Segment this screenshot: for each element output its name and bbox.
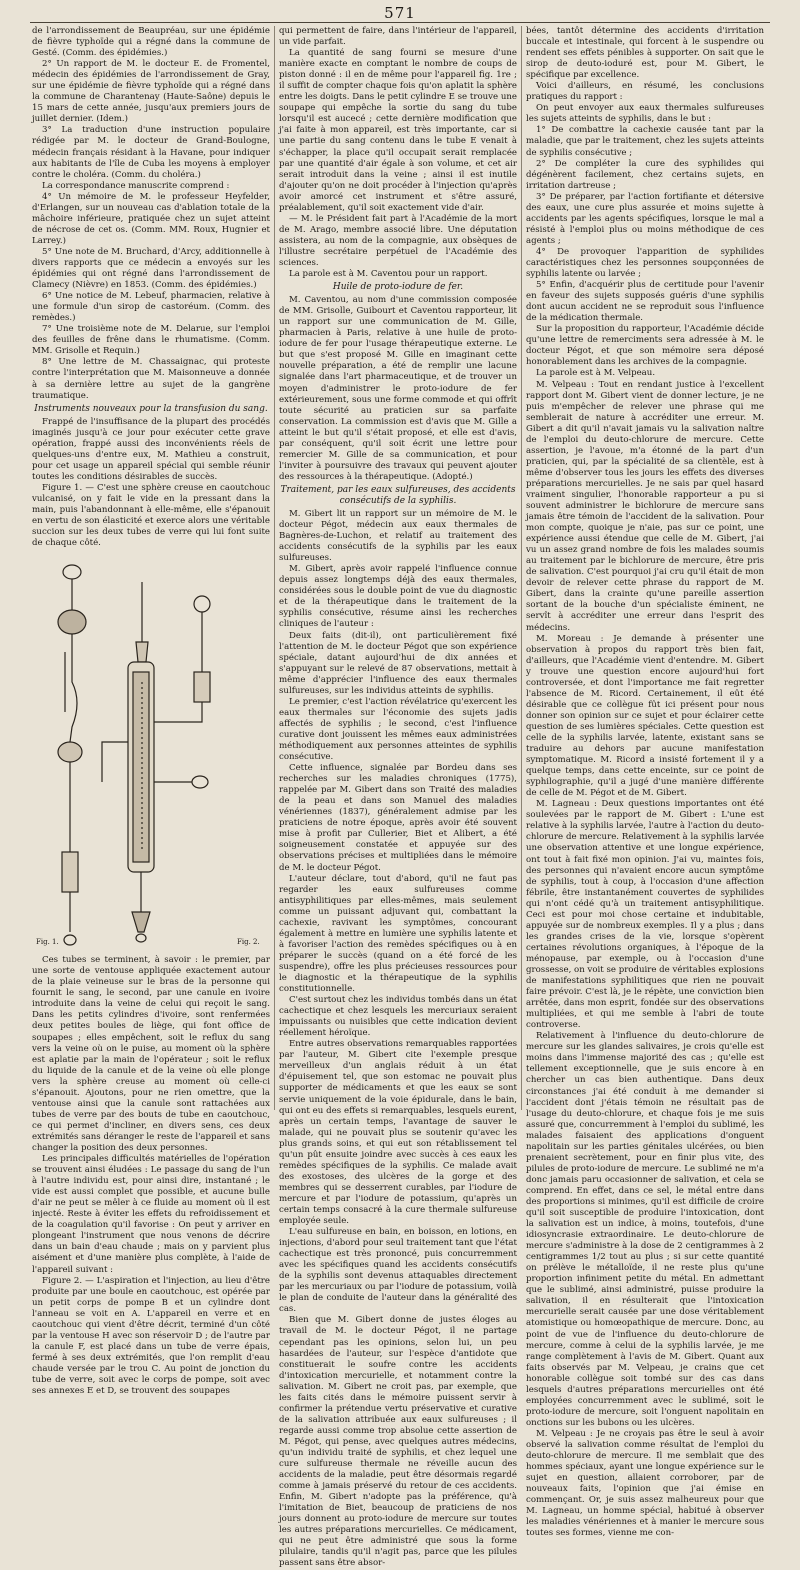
paragraph: de l'arrondissement de Beaupréau, sur une épidémie de fièvre typhoïde qui a régné dans la commune de Gesté. (Comm. des épidémies.) <box>32 26 270 59</box>
paragraph: La correspondance manuscrite comprend : <box>42 180 230 191</box>
column-divider-1 <box>274 26 275 1110</box>
paragraph: M. Moreau : Je demande à présenter une observation à propos du rapport très bien fait, d'ailleurs, que l'Académie vient d'entendre. M. Gibert y trouve une question encore aujourd'hui fort controversée, et dont l'importance me fait regretter l'absence de M. Ricord. Certainement, il eût été désirable que ce collègue fût ici présent pour nous donner son opinion sur ce sujet et pour éclairer cette question de ses lumières spéciales. Cette question est celle de la syphilis larvée, latente, existant sans se traduire au dehors par aucune manifestation symptomatique. M. Ricord a insisté fortement il y a quelque temps, dans cette enceinte, sur ce point de syphilographie, qu'il a jugé d'une manière différente de celle de M. Pégot et de M. Gibert. <box>526 633 764 799</box>
section-heading: Huile de proto-iodure de fer. <box>332 282 464 293</box>
transfusion-apparatus-drawing <box>32 552 270 952</box>
header-rule <box>30 22 770 23</box>
paragraph: 5° Une note de M. Bruchard, d'Arcy, additionnelle à divers rapports que ce médecin a envoyés sur les épidémies qui ont régné dans l'arrondissement de Clamecy (Nièvre) en 1853. (Comm. des épidémies.) <box>32 246 270 291</box>
paragraph: 5° Enfin, d'acquérir plus de certitude pour l'avenir en faveur des sujets supposés guéris d'une syphilis dont aucun accident ne se reproduit sous l'influence de la médication thermale. <box>526 280 764 324</box>
paragraph: Le premier, c'est l'action révélatrice qu'exercent les eaux thermales sur l'économie des sujets jadis affectés de syphilis ; le second, c'est l'influence curative dont jouissent les mêmes eaux administrées méthodiquement aux personnes atteintes de syphilis consécutive. <box>279 696 517 763</box>
paragraph: L'eau sulfureuse en bain, en boisson, en lotions, en injections, d'abord pour seul traitement tant que l'état cachectique est très prononcé, puis concurremment avec les spécifiques quand les accidents consécutifs de la syphilis sont devenus attaquables directement par les mercuriaux ou par l'iodure de potassium, voilà le plan de conduite de l'auteur dans la généralité des cas. <box>279 1227 517 1315</box>
paragraph: On peut envoyer aux eaux thermales sulfureuses les sujets atteints de syphilis, dans le but : <box>526 103 764 125</box>
paragraph: Ces tubes se terminent, à savoir : le premier, par une sorte de ventouse appliquée exactement autour de la plaie veineuse sur le bras de la personne qui fournit le sang, le second, par une canule en ivoire introduite dans la veine de celui qui reçoit le sang. Dans les petits cylindres d'ivoire, sont renfermées deux petites boules de liège, qui font office de soupapes ; elles empêchent, soit le reflux du sang vers la veine où on le puise, au moment où la sphère est aplatie par la main de l'opérateur ; soit le reflux du liquide de la canule et de la veine où elle plonge vers la sphère creuse au moment où celle-ci s'épanouit. Ajoutons, pour ne rien omettre, que la ventouse ainsi que la canule sont rattachées aux tubes de verre par des bouts de tube en caoutchouc, ce qui permet d'incliner, en divers sens, ces deux extrémités sans déranger le reste de l'appareil et sans changer la position des deux personnes. <box>32 955 270 1153</box>
paragraph: La parole est à M. Caventou pour un rapport. <box>289 269 488 280</box>
paragraph: Figure 2. — L'aspiration et l'injection, au lieu d'être produite par une boule en caoutchouc, est opérée par un petit corps de pompe B et un cylindre dont l'anneau se voit en A. L'appareil en verre et en caoutchouc qui vient d'être décrit, terminé d'un côté par la ventouse H avec son réservoir D ; de l'autre par la canule F, est placé dans un tube de verre épais, fermé à ses deux extrémités, que l'on remplit d'eau chaude versée par le trou C. Au point de jonction du tube de verre, soit avec le corps de pompe, soit avec ses annexes E et D, se trouvent des soupapes <box>32 1275 270 1397</box>
paragraph: Entre autres observations remarquables rapportées par l'auteur, M. Gibert cite l'exemple presque merveilleux d'un anglais réduit à un état d'épuisement tel, que son estomac ne pouvait plus supporter de médicaments et que les eaux se sont servie uniquement de la voie épidurale, dans le bain, qui ont eu des effets si remarquables, lesquels eurent, après un certain temps, l'avantage de sauver le malade, qui ne pouvait plus se soutenir qu'avec les plus grands soins, et qui eut son rétablissement tel qu'un pût ensuite joindre avec succès à ces eaux les remèdes spécifiques de la syphilis. Ce malade avait des exostoses, des ulcères de la gorge et des membres qui se desserrent curables, par l'iodure de mercure et par l'iodure de potassium, qu'après un certain temps consacré à la cure thermale sulfureuse employée seule. <box>279 1039 517 1227</box>
paragraph: M. Gibert lit un rapport sur un mémoire de M. le docteur Pégot, médecin aux eaux thermales de Bagnères-de-Luchon, et relatif au traitement des accidents consécutifs de la syphilis par les eaux sulfureuses. <box>279 509 517 564</box>
paragraph: — M. le Président fait part à l'Académie de la mort de M. Arago, membre associé libre. Une députation assistera, au nom de la compagnie, aux obsèques de l'illustre secrétaire perpétuel de l'Académie des sciences. <box>279 213 517 268</box>
paragraph: M. Caventou, au nom d'une commission composée de MM. Grisolle, Guibourt et Caventou rapporteur, lit un rapport sur une communication de M. Gille, pharmacien à Paris, relative à une huile de proto-iodure de fer pour l'usage thérapeutique externe. Le but que s'est proposé M. Gille en imaginant cette nouvelle préparation, a été de remplir une lacune signalée dans l'art pharmaceutique, et de trouver un moyen d'administrer le proto-iodure de fer extérieurement, sous une forme commode et qui offrît toute sécurité au praticien sur sa parfaite conservation. La commission est d'avis que M. Gille a atteint le but qu'il s'était proposé, et elle est d'avis, par conséquent, qu'il soit écrit une lettre pour remercier M. Gille de sa communication, et pour l'inviter à poursuivre des travaux qui peuvent ajouter des ressources à la thérapeutique. (Adopté.) <box>279 295 517 482</box>
paragraph: 2° Un rapport de M. le docteur E. de Fromentel, médecin des épidémies de l'arrondissement de Gray, sur une épidémie de fièvre typhoïde qui a régné dans la commune de Charantenay (Haute-Saône) depuis le 15 mars de cette année, jusqu'aux premiers jours de juillet dernier. (Idem.) <box>32 59 270 125</box>
paragraph: Bien que M. Gibert donne de justes éloges au travail de M. le docteur Pégot, il ne partage cependant pas les opinions, selon lui, un peu hasardées de l'auteur, sur l'espèce d'antidote que constituerait le soufre contre les accidents d'intoxication mercurielle, et notamment contre la salivation. M. Gibert ne croit pas, par exemple, que les faits cités dans le mémoire puissent servir à confirmer la prétendue vertu préservative et curative de la salivation attribuée aux eaux sulfureuses ; il regarde aussi comme trop absolue cette assertion de M. Pégot, qui pense, avec quelques autres médecins, qu'un individu traité de syphilis, et chez lequel une cure sulfureuse thermale ne réveille aucun des accidents de la maladie, peut être désormais regardé comme à jamais préservé du retour de ces accidents. Enfin, M. Gibert n'adopte pas la préférence, qu'à l'imitation de Biet, beaucoup de praticiens de nos jours donnent au proto-iodure de mercure sur toutes les autres préparations mercurielles. Ce médicament, qui ne peut être administré que sous la forme pilulaire, tandis qu'il n'agit pas, parce que les pilules passent sans être absor- <box>279 1315 517 1569</box>
column-3 <box>526 26 764 1539</box>
paragraph: 7° Une troisième note de M. Delarue, sur l'emploi des feuilles de frêne dans le rhumatisme. (Comm. MM. Grisolle et Requin.) <box>32 324 270 357</box>
paragraph: 6° Une notice de M. Lebeuf, pharmacien, relative à une formule d'un sirop de castoréum. (Comm. des remèdes.) <box>32 291 270 324</box>
paragraph: M. Lagneau : Deux questions importantes ont été soulevées par le rapport de M. Gibert : L'une est relative à la syphilis larvée, l'autre à l'action du deuto-chlorure de mercure. Relativement à la syphilis larvée une observation attentive et une longue expérience, ont tout à fait fixé mon opinion. J'ai vu, maintes fois, des personnes qui n'avaient encore aucun symptôme de syphilis, tout à coup, à l'occasion d'une affection fébrile, être instantanément couvertes de syphilides qui n'ont cédé qu'à un traitement antisyphilitique. Ceci est pour moi chose certaine et indubitable, appuyée sur de nombreux exemples. Il y a plus ; dans les grandes crises de la vie, lorsque s'opèrent certaines révolutions organiques, à l'époque de la ménopause, par exemple, ou à l'occasion d'une grossesse, on voit se produire de véritables explosions de manifestations syphilitiques que rien ne pouvait faire prévoir. C'est là, je le répète, une conviction bien arrêtée, dans mon esprit, fondée sur des observations multipliées, et qui me semble à l'abri de toute controverse. <box>526 799 764 1031</box>
paragraph: Relativement à l'influence du deuto-chlorure de mercure sur les glandes salivaires, je crois qu'elle est moins dans l'immense majorité des cas ; qu'elle est tellement exceptionnelle, que je suis encore à en chercher un cas bien authentique. Dans deux circonstances j'ai été conduit à me demander si l'accident dont j'étais témoin ne résultait pas de l'usage du deuto-chlorure, et chaque fois je me suis assuré que, concurremment à l'emploi du sublimé, les malades faisaient des applications d'onguent napolitain sur les parties génitales ulcérées, ou bien prenaient secrètement, pour en finir plus vite, des pilules de proto-iodure de mercure. Le sublimé ne m'a donc jamais paru occasionner de salivation, et cela se comprend. En effet, dans ce sel, le métal entre dans des proportions si minimes, qu'il est difficile de croire qu'il soit susceptible de produire l'intoxication, dont la salivation est un indice, à moins, toutefois, d'une idiosyncrasie extraordinaire. Le deuto-chlorure de mercure s'administre à la dose de 2 centigrammes à 2 centigrammes 1/2 tout au plus ; si sur cette quantité on prélève le métalloïde, il ne reste plus qu'une proportion infiniment petite du métal. En admettant que le sublimé, ainsi administré, puisse produire la salivation, il en résulterait que l'intoxication mercurielle serait causée par une dose véritablement atomistique ou homœopathique de mercure. Donc, au point de vue de l'influence du deuto-chlorure de mercure, comme à celui de la syphilis larvée, je me range complètement à l'avis de M. Gibert. Quant aux faits observés par M. Velpeau, je crains que cet honorable collègue soit tombé sur des cas dans lesquels d'autres préparations mercurielles ont été employées concurremment avec le sublimé, soit le proto-iodure de mercure, soit l'onguent napolitain en onctions sur les bubons ou les ulcères. <box>526 1031 764 1428</box>
paragraph: 4° Un mémoire de M. le professeur Heyfelder, d'Erlangen, sur un nouveau cas d'ablation totale de la mâchoire inférieure, pratiquée chez un sujet atteint de nécrose de cet os. (Comm. MM. Roux, Hugnier et Larrey.) <box>32 191 270 246</box>
paragraph: La parole est à M. Velpeau. <box>536 368 656 379</box>
column-1 <box>32 26 270 1397</box>
paragraph: Figure 1. — C'est une sphère creuse en caoutchouc vulcanisé, on y fait le vide en la pressant dans la main, puis l'abandonnant à elle-même, elle s'épanouit en vertu de son élasticité et exerce alors une véritable succion sur les deux tubes de verre qui lui font suite de chaque côté. <box>32 482 270 549</box>
column-divider-2 <box>521 26 522 1110</box>
paragraph: La quantité de sang fourni se mesure d'une manière exacte en comptant le nombre de coups de piston donné : il en de même pour l'appareil fig. 1re ; il suffit de compter chaque fois qu'on aplatit la sphère entre les doigts. Dans le petit cylindre E se trouve une soupape qui empêche la sortie du sang du tube lorsqu'il est aucecé ; cette dernière modification que j'ai faite à mon appareil, est très importante, car si une partie du sang contenu dans le tube E venait à s'échapper, la place qu'il occupait serait remplacée par une quantité d'air égale à son volume, et cet air serait introduit dans la veine ; ainsi il est inutile d'ajouter qu'on ne doit procéder à l'injection qu'après avoir amorcé cet instrument et s'être assuré, préalablement, qu'il soit exactement vide d'air. <box>279 48 517 213</box>
paragraph: M. Velpeau : Je ne croyais pas être le seul à avoir observé la salivation comme résultat de l'emploi du deuto-chlorure de mercure. Il me semblait que des hommes spéciaux, ayant une longue expérience sur le sujet en question, allaient corroborer, par de nouveaux faits, l'opinion que j'ai émise en commençant. Or, je suis assez malheureux pour que M. Lagneau, un homme spécial, habitué à observer les maladies vénériennes et à manier le mercure sous toutes ses formes, vienne me con- <box>526 1428 764 1539</box>
paragraph: 8° Une lettre de M. Chassaignac, qui proteste contre l'interprétation que M. Maisonneuve a donnée à sa dernière lettre au sujet de la gangrène traumatique. <box>32 357 270 401</box>
paragraph: Deux faits (dit-il), ont particulièrement fixé l'attention de M. le docteur Pégot que son expérience spéciale, datant aujourd'hui de dix années et s'appuyant sur le relevé de 87 observations, mettait à même d'apprécier l'influence des eaux thermales sulfureuses, sur les individus atteints de syphilis. <box>279 630 517 696</box>
figure-2-label: Fig. 2. <box>237 938 260 947</box>
paragraph: M. Velpeau : Tout en rendant justice à l'excellent rapport dont M. Gibert vient de donner lecture, je ne puis m'empêcher de relever une phrase qui me semblerait de nature à accréditer une erreur. M. Gibert a dit qu'il n'avait jamais vu la salivation naître de l'emploi du deuto-chlorure de mercure. Cette assertion, je l'avoue, m'a étonné de la part d'un praticien, qui, par la spécialité de sa clientèle, est à même d'observer tous les jours les effets des diverses préparations mercurielles. Je ne sais par quel hasard vraiment singulier, l'honorable rapporteur a pu si souvent administrer le bichlorure de mercure sans jamais être témoin de l'accident de la salivation. Pour mon compte, quoique je n'aie, pas sur ce point, une expérience aussi étendue que celle de M. Gibert, j'ai vu un assez grand nombre de fois les malades soumis au traitement par le bichlorure de mercure, être pris de salivation. C'est pourquoi j'ai cru qu'il était de mon devoir de relever cette phrase du rapport de M. Gibert, dans la crainte qu'une pareille assertion sortant de la bouche d'un spécialiste éminent, ne servît à accréditer une erreur dans l'esprit des médecins. <box>526 379 764 633</box>
paragraph: qui permettent de faire, dans l'intérieur de l'appareil, un vide parfait. <box>279 26 517 48</box>
paragraph: 3° La traduction d'une instruction populaire rédigée par M. le docteur de Grand-Boulogne, médecin français résidant à la Havane, pour indiquer aux habitants de l'île de Cuba les moyens à employer contre le choléra. (Comm. du choléra.) <box>32 125 270 180</box>
paragraph: bées, tantôt détermine des accidents d'irritation buccale et intestinale, qui forcent à le suspendre ou rendent ses effets pénibles à supporter. On sait que le sirop de deuto-ioduré est, pour M. Gibert, le spécifique par excellence. <box>526 26 764 81</box>
paragraph: 2° De compléter la cure des syphilides qui dégénèrent facilement, chez certains sujets, en irritation dartreuse ; <box>526 158 764 191</box>
paragraph: C'est surtout chez les individus tombés dans un état cachectique et chez lesquels les mercuriaux seraient impuissants ou nuisibles que cette indication devient réellement héroïque. <box>279 995 517 1039</box>
paragraph: Voici d'ailleurs, en résumé, les conclusions pratiques du rapport : <box>526 81 764 103</box>
section-heading: Traitement, par les eaux sulfureuses, des accidents consécutifs de la syphilis. <box>280 484 516 506</box>
paragraph: Frappé de l'insuffisance de la plupart des procédés imaginés jusqu'à ce jour pour exécuter cette grave opération, frappé aussi des inconvénients réels de quelques-uns d'entre eux, M. Mathieu a construit, pour cet usage un appareil spécial qui semble réunir toutes les conditions désirables de succès. <box>32 416 270 482</box>
figure-1-label: Fig. 1. <box>36 938 59 947</box>
section-heading: Instruments nouveaux pour la transfusion du sang. <box>34 403 268 414</box>
paragraph: 1° De combattre la cachexie causée tant par la maladie, que par le traitement, chez les sujets atteints de syphilis consécutive ; <box>526 125 764 158</box>
paragraph: Cette influence, signalée par Bordeu dans ses recherches sur les maladies chroniques (1775), rappelée par M. Gibert dans son Traité des maladies de la peau et dans son Manuel des maladies vénériennes (1837), généralement admise par les praticiens de notre époque, après avoir été souvent mise à profit par Cullerier, Biet et Alibert, a été soigneusement constatée et appuyée sur des observations précises et multipliées dans le mémoire de M. le docteur Pégot. <box>279 763 517 873</box>
page-number: 571 <box>384 4 416 22</box>
paragraph: 4° De provoquer l'apparition de syphilides caractéristiques chez les personnes soupçonnées de syphilis latente ou larvée ; <box>526 246 764 280</box>
paragraph: 3° De préparer, par l'action fortifiante et détersive des eaux, une cure plus assurée et moins sujette à accidents par les agents spécifiques, lorsque le mal a résisté à l'emploi plus ou moins méthodique de ces agents ; <box>526 191 764 246</box>
column-2 <box>279 26 517 1569</box>
paragraph: L'auteur déclare, tout d'abord, qu'il ne faut pas regarder les eaux sulfureuses comme antisyphilitiques par elles-mêmes, mais seulement comme un puissant adjuvant qui, combattant la cachexie, ravivant les symptômes, concourant également à mettre en lumière une syphilis latente et à favoriser l'action des remèdes spécifiques ou à en préparer le succès (quand on a été forcé de les suspendre), offre les plus précieuses ressources pour le diagnostic et la thérapeutique de la syphilis constitutionnelle. <box>279 873 517 995</box>
paragraph: M. Gibert, après avoir rappelé l'influence connue depuis assez longtemps déjà des eaux thermales, considérées sous le double point de vue du diagnostic et de la thérapeutique dans le traitement de la syphilis consécutive, résume ainsi les recherches cliniques de l'auteur : <box>279 564 517 630</box>
paragraph: Sur la proposition du rapporteur, l'Académie décide qu'une lettre de remerciments sera adressée à M. le docteur Pégot, et que son mémoire sera déposé honorablement dans les archives de la compagnie. <box>526 324 764 368</box>
transfusion-apparatus-figure <box>32 552 270 952</box>
paragraph: Les principales difficultés matérielles de l'opération se trouvent ainsi éludées : Le passage du sang de l'un à l'autre individu est, pour ainsi dire, instantané ; le vide est aussi complet que possible, et aucune bulle d'air ne peut se mêler à ce fluide au moment où il est injecté. Reste à éviter les effets du refroidissement et de la coagulation qu'il favorise : On peut y arriver en plongeant l'instrument que nous venons de décrire dans un bain d'eau chaude ; mais on y parvient plus aisément et d'une manière plus complète, à l'aide de l'appareil suivant : <box>32 1154 270 1275</box>
